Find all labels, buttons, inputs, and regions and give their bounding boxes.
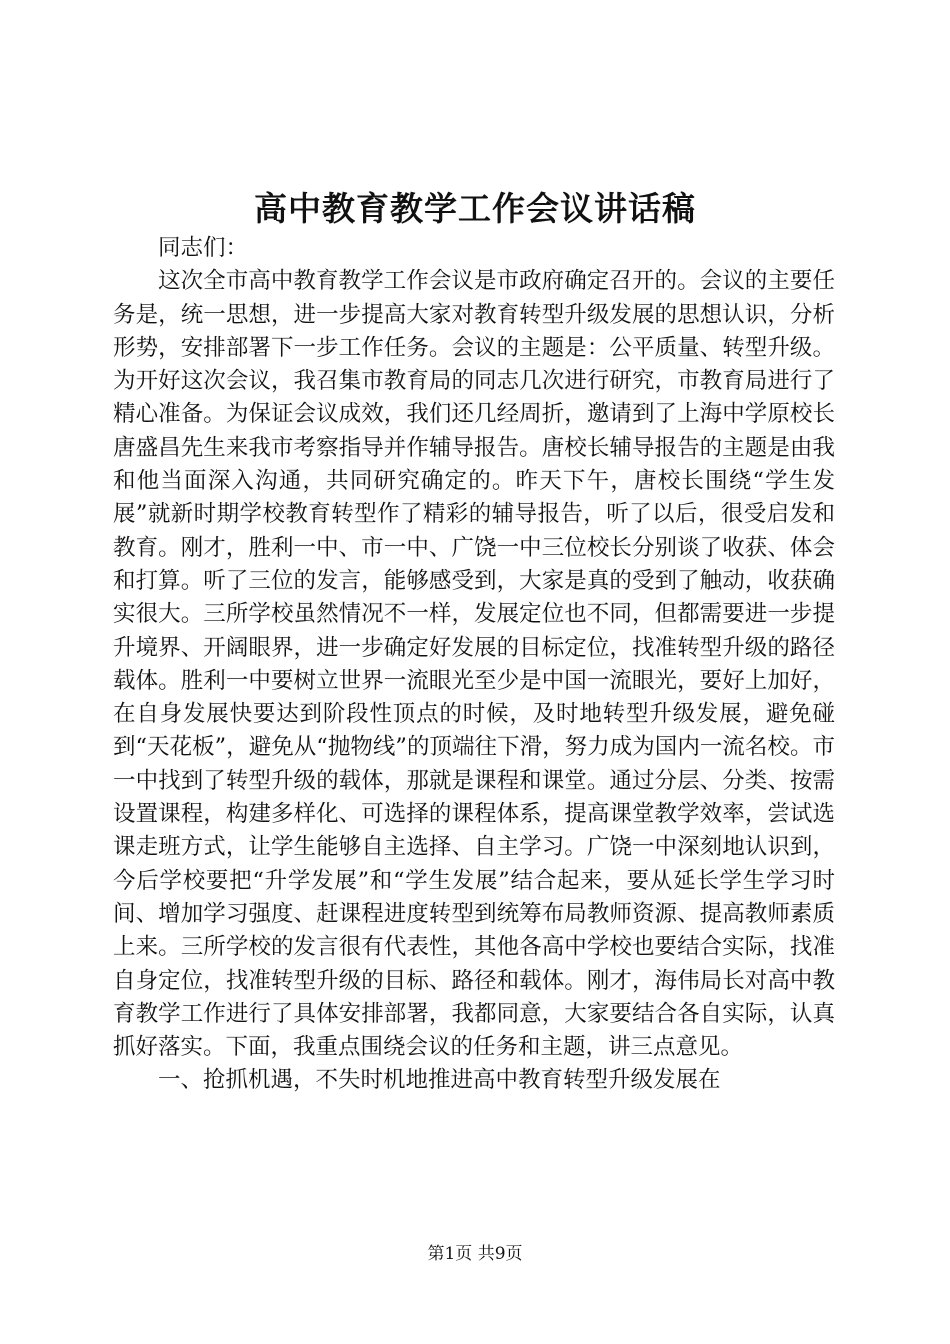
greeting-line: 同志们：	[158, 235, 249, 261]
page-total: 共9页	[477, 1244, 523, 1264]
body-paragraph: 一、抢抓机遇，不失时机地推进高中教育转型升级发展在	[158, 1067, 721, 1094]
page-footer	[0, 1243, 950, 1265]
document-title: 高中教育教学工作会议讲话稿	[254, 189, 696, 228]
body-paragraph: 这次全市高中教育教学工作会议是市政府确定召开的。会议的主要任务是，统一思想，进一步提高大家对教育转型升级发展的思想认识，分析形势，安排部署下一步工作任务。会议的主题是：公平质量、转型升级。为开好这次会议，我召集市教育局的同志几次进行研究，市教育局进行了精心准备。为保证会议成效，我们还几经周折，邀请到了上海中学原校长唐盛昌先生来我市考察指导并作辅导报告。唐校长辅导报告的主题是由我和他当面深入沟通，共同研究确定的。昨天下午，唐校长围绕“学生发展”就新时期学校教育转型作了精彩的辅导报告，听了以后，很受启发和教育。刚才，胜利一中、市一中、广饶一中三位校长分别谈了收获、体会和打算。听了三位的发言，能够感受到，大家是真的受到了触动，收获确实很大。三所学校虽然情况不一样，发展定位也不同，但都需要进一步提升境界、开阔眼界，进一步确定好发展的目标定位，找准转型升级的路径载体。胜利一中要树立世界一流眼光至少是中国一流眼光，要好上加好，在自身发展快要达到阶段性顶点的时候，及时地转型升级发展，避免碰到“天花板”，避免从“抛物线”的顶端往下滑，努力成为国内一流名校。市一中找到了转型升级的载体，那就是课程和课堂。通过分层、分类、按需设置课程，构建多样化、可选择的课程体系，提高课堂教学效率，尝试选课走班方式，让学生能够自主选择、自主学习。广饶一中深刻地认识到，今后学校要把“升学发展”和“学生发展”结合起来，要从延长学生学习时间、增加学习强度、赶课程进度转型到统筹布局教师资源、提高教师素质上来。三所学校的发言很有代表性，其他各高中学校也要结合实际，找准自身定位，找准转型升级的目标、路径和载体。刚才，海伟局长对高中教育教学工作进行了具体安排部署，我都同意，大家要结合各自实际，认真抓好落实。下面，我重点围绕会议的任务和主题，讲三点意见。	[113, 268, 835, 1061]
page-number: 第1页	[427, 1244, 473, 1264]
document-body	[113, 232, 835, 1098]
